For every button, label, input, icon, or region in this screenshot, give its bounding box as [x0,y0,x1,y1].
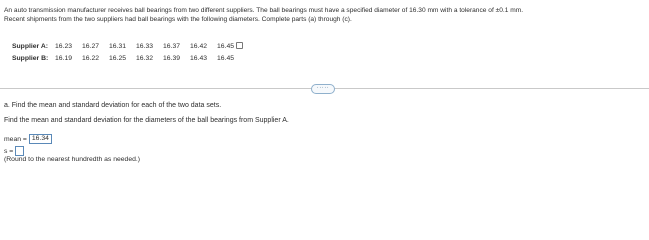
supplier-b-value: 16.45 [217,54,235,62]
problem-statement [4,6,644,24]
supplier-b-value: 16.19 [55,54,73,62]
rounding-note: (Round to the nearest hundredth as needed.) [4,156,141,163]
problem-line-1: An auto transmission manufacturer receives ball bearings from two different suppliers. The ball bearings must have a specified diameter of 16.30 mm with a tolerance of ±0.1 mm. [4,7,524,14]
supplier-data-table [12,40,244,64]
supplier-a-value: 16.27 [82,42,100,50]
sd-label: s = [4,147,14,155]
supplier-a-value-last [217,42,244,50]
question-instruction: Find the mean and standard deviation for the diameters of the ball bearings from Supplier A. [4,117,289,124]
supplier-a-label: Supplier A: [12,42,48,50]
mean-row [4,134,52,144]
supplier-b-value: 16.39 [163,54,181,62]
supplier-b-value: 16.25 [109,54,127,62]
supplier-b-row [12,52,244,64]
supplier-a-row [12,40,244,52]
mean-label: mean = [4,135,27,143]
supplier-b-label: Supplier B: [12,54,49,62]
problem-line-2: Recent shipments from the two suppliers had ball bearings with the following diameters. Complete parts (a) through (c). [4,16,352,23]
sd-answer-field[interactable] [15,146,24,156]
supplier-b-value: 16.32 [136,54,154,62]
supplier-a-value: 16.42 [190,42,208,50]
copy-data-icon[interactable] [236,42,243,49]
sd-row [4,146,24,156]
supplier-a-value: 16.23 [55,42,73,50]
mean-answer-field[interactable]: 16.34 [29,134,52,144]
supplier-a-value: 16.37 [163,42,181,50]
supplier-b-value: 16.22 [82,54,100,62]
part-a-prompt: a. Find the mean and standard deviation for each of the two data sets. [4,102,222,109]
supplier-b-value: 16.43 [190,54,208,62]
supplier-a-value: 16.31 [109,42,127,50]
supplier-a-value: 16.45 [217,43,235,50]
expand-button[interactable]: ····· [311,84,335,94]
supplier-a-value: 16.33 [136,42,154,50]
